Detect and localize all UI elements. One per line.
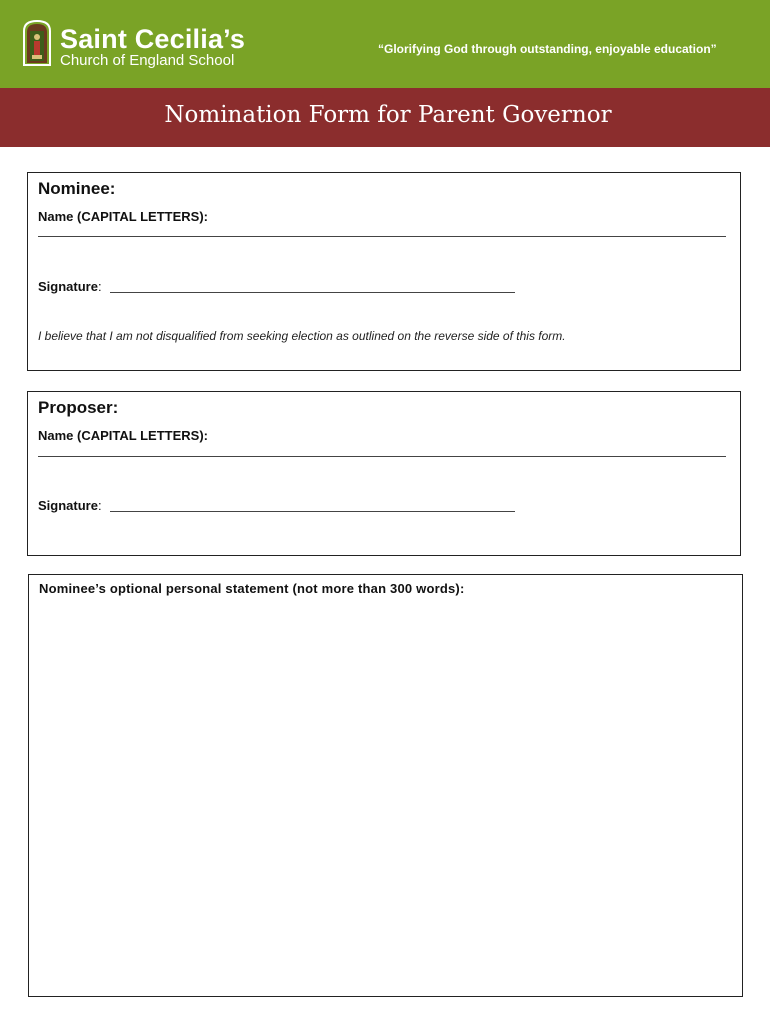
proposer-signature-row (38, 498, 102, 513)
signature-colon: : (97, 279, 102, 294)
nominee-signature-label: Signature (38, 279, 98, 294)
nominee-name-label: Name (CAPITAL LETTERS): (38, 209, 208, 224)
proposer-signature-label: Signature (38, 498, 98, 513)
nominee-signature-field[interactable] (110, 292, 515, 293)
proposer-signature-field[interactable] (110, 511, 515, 512)
proposer-section (27, 391, 741, 556)
form-title: Nomination Form for Parent Governor (164, 102, 612, 128)
personal-statement-section[interactable] (28, 574, 743, 997)
proposer-heading: Proposer: (38, 398, 119, 417)
nominee-heading: Nominee: (38, 179, 116, 198)
nominee-name-field[interactable] (38, 236, 726, 237)
school-name: Saint Cecilia’s (60, 24, 246, 54)
personal-statement-label: Nominee’s optional personal statement (not more than 300 words): (39, 581, 465, 596)
proposer-name-field[interactable] (38, 456, 726, 457)
school-subtitle: Church of England School (60, 52, 235, 69)
nominee-declaration: I believe that I am not disqualified from seeking election as outlined on the reverse side of this form. (38, 329, 566, 343)
school-crest-icon (22, 19, 52, 67)
proposer-name-label: Name (CAPITAL LETTERS): (38, 428, 208, 443)
signature-colon: : (97, 498, 102, 513)
nominee-signature-row (38, 279, 102, 294)
school-motto: “Glorifying God through outstanding, enjoyable education” (378, 42, 717, 56)
personal-statement-field[interactable] (39, 605, 729, 985)
nominee-section (27, 172, 741, 371)
